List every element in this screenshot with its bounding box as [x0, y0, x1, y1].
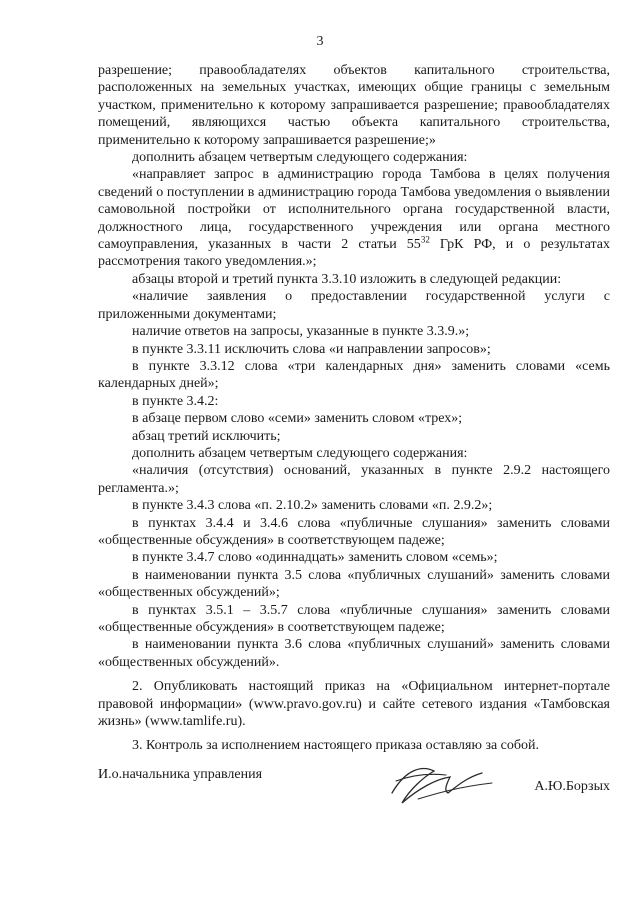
- paragraph-text: «направляет запрос в администрацию города Тамбова в целях получения сведений о поступлении в администрацию города Тамбова уведомления о выявлении самовольной постройки от исполнительного органа государственной власти, должностного лица, государственного учреждения или органа местного самоуправления, указанных в части 2 статьи 55: [98, 167, 610, 253]
- signatory-name: А.Ю.Борзых: [534, 779, 610, 794]
- paragraph-text: ГрК РФ, и о результатах рассмотрения такого уведомления.»;: [98, 237, 610, 270]
- signatory-position: И.о.начальника управления: [98, 767, 263, 782]
- superscript: 32: [420, 234, 430, 245]
- paragraph: «наличие заявления о предоставлении государственной услуги с приложенными документами;: [98, 289, 610, 322]
- paragraph: 2. Опубликовать настоящий приказ на «Официальном интернет-портале правовой информации» (www.pravo.gov.ru) и сайте сетевого издания «Тамбовская жизнь» (www.tamlife.ru).: [98, 679, 610, 730]
- paragraph: 3. Контроль за исполнением настоящего приказа оставляю за собой.: [132, 738, 540, 754]
- paragraph: в пункте 3.4.2:: [132, 393, 219, 409]
- paragraph: «наличия (отсутствия) оснований, указанных в пункте 2.9.2 настоящего регламента.»;: [98, 463, 610, 496]
- paragraph: абзацы второй и третий пункта 3.3.10 изложить в следующей редакции:: [132, 271, 562, 287]
- paragraph: в пункте 3.3.11 исключить слова «и направлении запросов»;: [132, 341, 491, 357]
- paragraph: в пункте 3.4.3 слова «п. 2.10.2» заменить словами «п. 2.9.2»;: [132, 498, 493, 514]
- page-number: 3: [316, 34, 324, 49]
- paragraph: дополнить абзацем четвертым следующего содержания:: [132, 445, 468, 461]
- signature-block: [98, 763, 610, 823]
- paragraph: в пунктах 3.4.4 и 3.4.6 слова «публичные слушания» заменить словами «общественные обсуждения» в соответствующем падеже;: [98, 515, 610, 548]
- paragraph: разрешение; правообладателях объектов капитального строительства, расположенных на земельных участках, имеющих общие границы с земельным участком, применительно к которому запрашивается разрешение; правообладателях помещений, являющихся частью объекта капитального строительства, применительно к которому запрашивается разрешение;»: [98, 63, 610, 148]
- paragraph: в наименовании пункта 3.6 слова «публичных слушаний» заменить словами «общественных обсуждений».: [98, 637, 610, 670]
- paragraph: наличие ответов на запросы, указанные в пункте 3.3.9.»;: [132, 324, 470, 340]
- document-body: [98, 62, 610, 755]
- paragraph: в пунктах 3.5.1 – 3.5.7 слова «публичные слушания» заменить словами «общественные обсуждения» в соответствующем падеже;: [98, 602, 610, 635]
- handwritten-signature: [388, 763, 498, 809]
- paragraph: [98, 166, 610, 270]
- paragraph: абзац третий исключить;: [132, 428, 281, 444]
- paragraph: в наименовании пункта 3.5 слова «публичных слушаний» заменить словами «общественных обсуждений»;: [98, 567, 610, 601]
- paragraph: дополнить абзацем четвертым следующего содержания:: [132, 150, 468, 166]
- paragraph: в абзаце первом слово «семи» заменить словом «трех»;: [132, 411, 463, 427]
- paragraph: в пункте 3.3.12 слова «три календарных дня» заменить словами «семь календарных дней»;: [98, 358, 610, 392]
- paragraph: в пункте 3.4.7 слово «одиннадцать» заменить словом «семь»;: [132, 550, 498, 566]
